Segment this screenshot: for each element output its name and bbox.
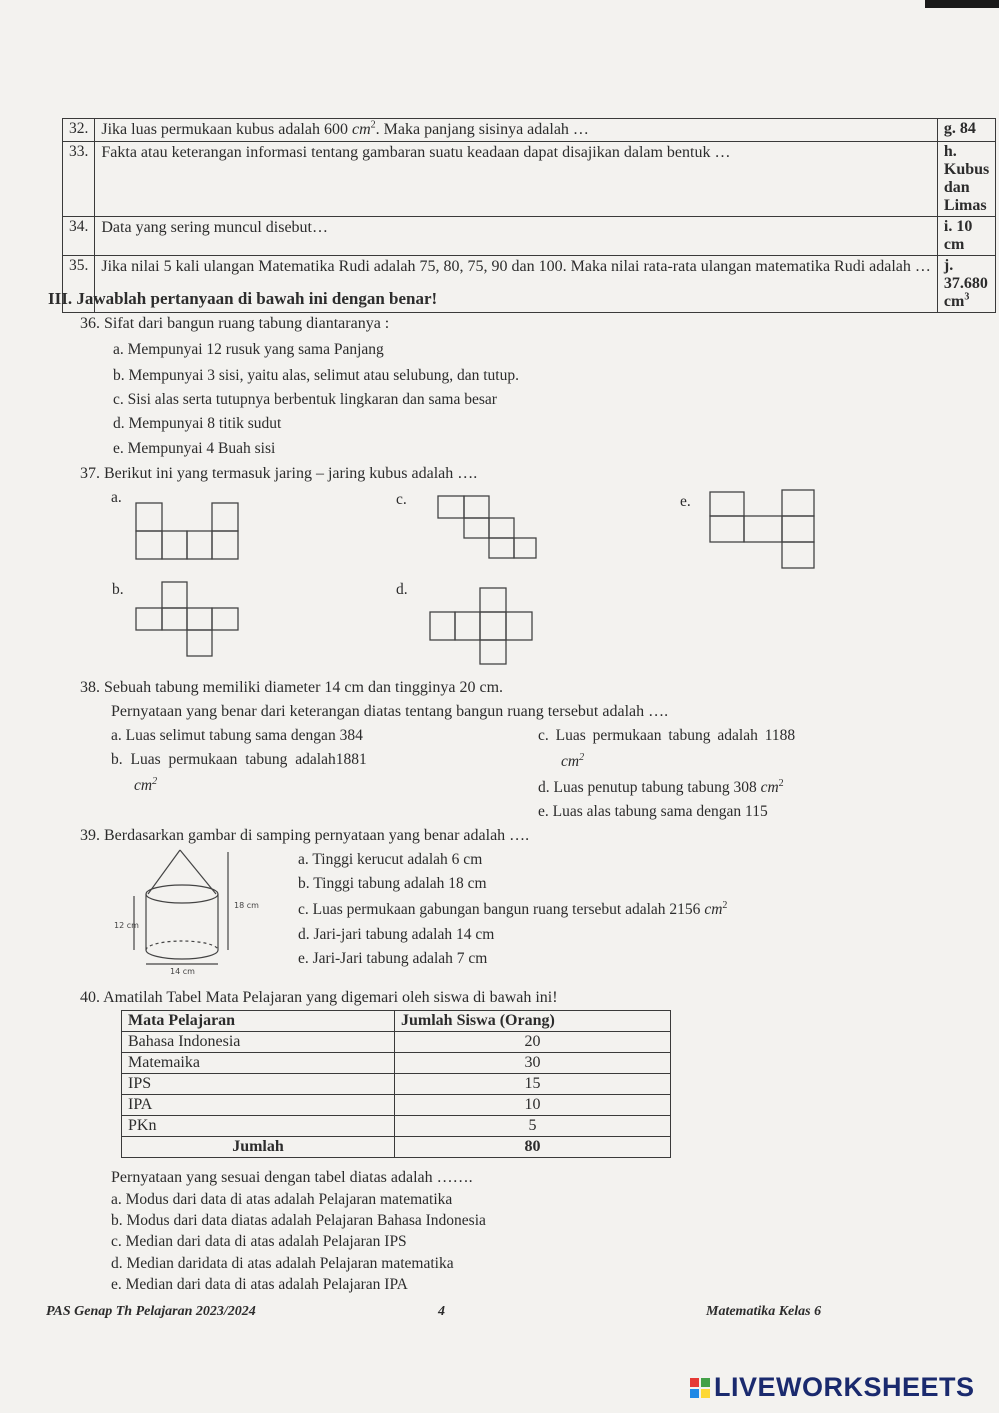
row-number: 34. <box>63 217 95 256</box>
section-title: III. Jawablah pertanyaan di bawah ini dengan benar! <box>48 289 438 308</box>
cube-net-b <box>134 580 244 660</box>
q38-option-e[interactable]: e. Luas alas tabung sama dengan 115 <box>538 803 768 820</box>
q37-label-e[interactable]: e. <box>680 493 691 510</box>
q36-option-e[interactable]: e. Mempunyai 4 Buah sisi <box>113 440 276 457</box>
label-18cm: 18 cm <box>234 901 259 910</box>
liveworksheets-logo <box>690 1372 975 1403</box>
table-row <box>122 1116 671 1137</box>
q38-option-c[interactable]: c. Luas permukaan tabung adalah 1188 <box>538 727 796 744</box>
scan-edge <box>925 0 999 8</box>
count-cell: 15 <box>395 1074 671 1095</box>
q39-option-d[interactable]: d. Jari-jari tabung adalah 14 cm <box>298 926 495 943</box>
total-value: 80 <box>395 1137 671 1158</box>
logo-square <box>690 1378 699 1387</box>
label-14cm: 14 cm <box>170 967 195 976</box>
q37-label-a[interactable]: a. <box>111 489 122 506</box>
matching-row <box>63 142 996 217</box>
row-question: Data yang sering muncul disebut… <box>95 217 938 256</box>
count-cell: 30 <box>395 1053 671 1074</box>
table-row <box>122 1032 671 1053</box>
subject-table <box>121 1010 671 1158</box>
row-number: 32. <box>63 119 95 142</box>
q37-stem: 37. Berikut ini yang termasuk jaring – jaring kubus adalah …. <box>80 465 478 482</box>
subject-cell: IPA <box>122 1095 395 1116</box>
q38-option-a[interactable]: a. Luas selimut tabung sama dengan 384 <box>111 727 363 744</box>
brand-text: LIVEWORKSHEETS <box>714 1372 975 1402</box>
q38-option-d[interactable]: d. Luas penutup tabung tabung 308 $cm^2$ <box>538 777 784 796</box>
q40-stem: 40. Amatilah Tabel Mata Pelajaran yang digemari oleh siswa di bawah ini! <box>80 989 558 1006</box>
q40-option-b[interactable]: b. Modus dari data diatas adalah Pelajaran Bahasa Indonesia <box>111 1212 486 1229</box>
row-question: Jika nilai 5 kali ulangan Matematika Rudi adalah 75, 80, 75, 90 dan 100. Maka nilai rata-rata ulangan matematika Rudi adalah … <box>95 256 938 313</box>
matching-row <box>63 217 996 256</box>
q36-option-a[interactable]: a. Mempunyai 12 rusuk yang sama Panjang <box>113 341 384 358</box>
count-cell: 5 <box>395 1116 671 1137</box>
q40-option-c[interactable]: c. Median dari data di atas adalah Pelajaran IPS <box>111 1233 407 1250</box>
q39-option-c[interactable]: c. Luas permukaan gabungan bangun ruang tersebut adalah 2156 $cm^2$ <box>298 899 728 918</box>
q38-option-b-unit: $cm^2$ <box>134 775 158 794</box>
q38-option-b[interactable]: b. Luas permukaan tabung adalah1881 <box>111 751 367 768</box>
matching-table <box>62 118 996 313</box>
row-question: Jika luas permukaan kubus adalah 600 $cm^2$. Maka panjang sisinya adalah … <box>95 119 938 142</box>
cone-cylinder-figure <box>112 846 272 978</box>
logo-icon <box>690 1378 710 1398</box>
q37-label-c[interactable]: c. <box>396 491 407 508</box>
total-row <box>122 1137 671 1158</box>
table-header <box>122 1011 671 1032</box>
row-answer[interactable]: i. 10 cm <box>937 217 995 256</box>
matching-row <box>63 119 996 142</box>
cube-net-c <box>436 494 540 562</box>
row-number: 35. <box>63 256 95 313</box>
count-cell: 10 <box>395 1095 671 1116</box>
header-cell: Jumlah Siswa (Orang) <box>395 1011 671 1032</box>
q38-option-c-unit: $cm^2$ <box>561 751 585 770</box>
q36-option-d[interactable]: d. Mempunyai 8 titik sudut <box>113 415 282 432</box>
subject-cell: Matemaika <box>122 1053 395 1074</box>
row-answer[interactable]: h. Kubus dan Limas <box>937 142 995 217</box>
q39-option-e[interactable]: e. Jari-Jari tabung adalah 7 cm <box>298 950 488 967</box>
q37-label-b[interactable]: b. <box>112 581 124 598</box>
footer-left: PAS Genap Th Pelajaran 2023/2024 <box>46 1304 256 1319</box>
logo-square <box>701 1378 710 1387</box>
q38-stem: 38. Sebuah tabung memiliki diameter 14 cm dan tingginya 20 cm. <box>80 679 504 696</box>
cube-net-e <box>708 488 816 572</box>
q36-stem: 36. Sifat dari bangun ruang tabung diantaranya : <box>80 315 390 332</box>
cube-net-d <box>428 586 536 668</box>
row-answer[interactable]: j. 37.680 $cm^3$ <box>937 256 995 313</box>
q39-option-a[interactable]: a. Tinggi kerucut adalah 6 cm <box>298 851 483 868</box>
footer-right: Matematika Kelas 6 <box>706 1304 822 1319</box>
q38-stem2: Pernyataan yang benar dari keterangan diatas tentang bangun ruang tersebut adalah …. <box>111 703 669 720</box>
q36-option-c[interactable]: c. Sisi alas serta tutupnya berbentuk lingkaran dan sama besar <box>113 391 497 408</box>
q40-stem2: Pernyataan yang sesuai dengan tabel diatas adalah ……. <box>111 1169 473 1186</box>
logo-square <box>701 1389 710 1398</box>
row-answer[interactable]: g. 84 <box>937 119 995 142</box>
cube-net-a <box>134 501 244 563</box>
count-cell: 20 <box>395 1032 671 1053</box>
q40-option-e[interactable]: e. Median dari data di atas adalah Pelajaran IPA <box>111 1276 408 1293</box>
q36-option-b[interactable]: b. Mempunyai 3 sisi, yaitu alas, selimut atau selubung, dan tutup. <box>113 367 519 384</box>
subject-cell: IPS <box>122 1074 395 1095</box>
subject-cell: PKn <box>122 1116 395 1137</box>
total-label: Jumlah <box>122 1137 395 1158</box>
table-row <box>122 1053 671 1074</box>
row-question: Fakta atau keterangan informasi tentang gambaran suatu keadaan dapat disajikan dalam bentuk … <box>95 142 938 217</box>
header-cell: Mata Pelajaran <box>122 1011 395 1032</box>
table-row <box>122 1095 671 1116</box>
label-12cm: 12 cm <box>114 921 139 930</box>
footer-page: 4 <box>438 1304 445 1319</box>
table-row <box>122 1074 671 1095</box>
row-number: 33. <box>63 142 95 217</box>
q37-label-d[interactable]: d. <box>396 581 408 598</box>
subject-cell: Bahasa Indonesia <box>122 1032 395 1053</box>
q39-stem: 39. Berdasarkan gambar di samping pernyataan yang benar adalah …. <box>80 827 530 844</box>
q40-option-a[interactable]: a. Modus dari data di atas adalah Pelajaran matematika <box>111 1191 453 1208</box>
q39-option-b[interactable]: b. Tinggi tabung adalah 18 cm <box>298 875 487 892</box>
logo-square <box>690 1389 699 1398</box>
q40-option-d[interactable]: d. Median daridata di atas adalah Pelajaran matematika <box>111 1255 454 1272</box>
